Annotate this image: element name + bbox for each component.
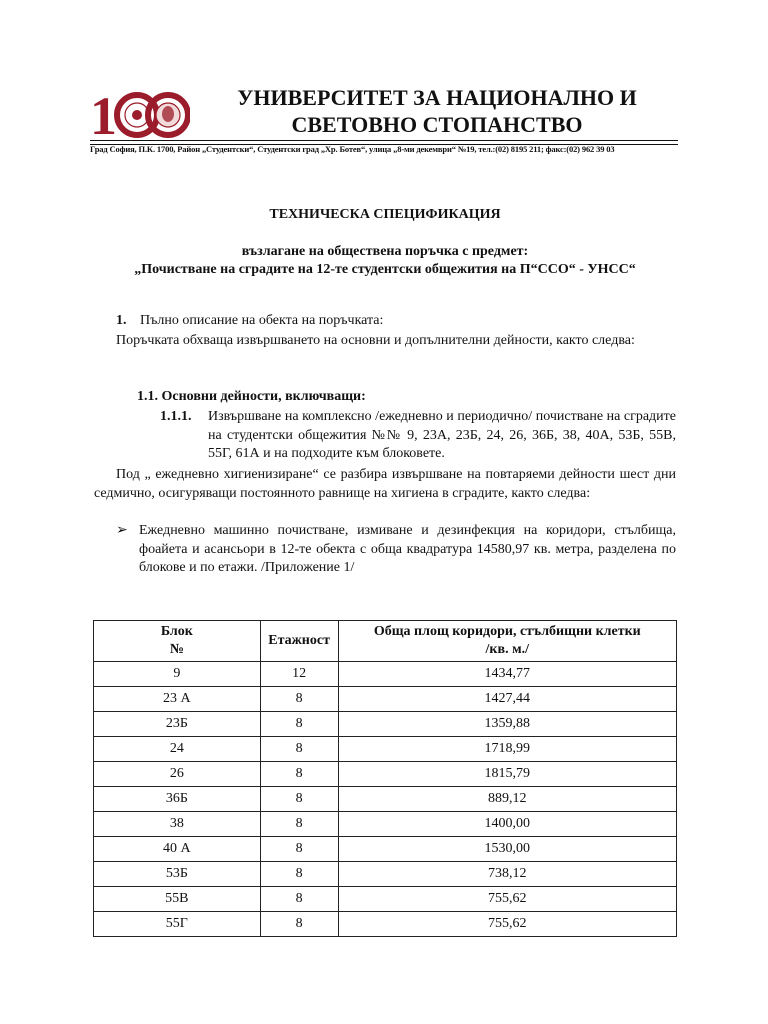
table-row bbox=[94, 762, 677, 787]
cell-block: 40 А bbox=[94, 837, 261, 862]
procurement-subject: „Почистване на сградите на 12-те студентски общежития на П“ССО“ - УНСС“ bbox=[134, 262, 636, 277]
header-block-number-sign: № bbox=[169, 642, 184, 657]
cell-area: 755,62 bbox=[338, 912, 676, 937]
section-1 bbox=[116, 312, 676, 331]
cell-block: 23 А bbox=[94, 687, 261, 712]
cell-floors: 8 bbox=[260, 862, 338, 887]
cell-area: 889,12 bbox=[338, 787, 676, 812]
university-name-line1: УНИВЕРСИТЕТ ЗА НАЦИОНАЛНО И bbox=[237, 85, 637, 110]
header-floors: Етажност bbox=[260, 621, 338, 662]
cell-floors: 8 bbox=[260, 812, 338, 837]
table-row bbox=[94, 812, 677, 837]
cell-block: 55В bbox=[94, 887, 261, 912]
cell-area: 1400,00 bbox=[338, 812, 676, 837]
header-block-label: Блок bbox=[160, 624, 193, 639]
cell-block: 53Б bbox=[94, 862, 261, 887]
cell-block: 23Б bbox=[94, 712, 261, 737]
cell-floors: 8 bbox=[260, 887, 338, 912]
header-rule-thick bbox=[90, 140, 678, 141]
cell-block: 36Б bbox=[94, 787, 261, 812]
cell-area: 1427,44 bbox=[338, 687, 676, 712]
document-subtitle: възлагане на обществена поръчка с предмет: bbox=[241, 244, 529, 259]
cell-floors: 8 bbox=[260, 737, 338, 762]
cell-area: 1359,88 bbox=[338, 712, 676, 737]
bullet-item: Ежедневно машинно почистване, измиване и дезинфекция на коридори, стълбища, фоайета и асансьори в 12-те обекта с обща квадратура 14580,97 кв. метра, разделена по блокове и по етажи. /Приложение 1/ bbox=[139, 523, 676, 575]
university-name-line2: СВЕТОВНО СТОПАНСТВО bbox=[291, 112, 583, 137]
university-logo bbox=[90, 84, 190, 140]
cell-area: 1718,99 bbox=[338, 737, 676, 762]
section-1-1-heading: 1.1. Основни дейности, включващи: bbox=[137, 389, 366, 404]
cell-floors: 8 bbox=[260, 687, 338, 712]
section-1-number: 1. bbox=[116, 313, 127, 328]
cell-block: 26 bbox=[94, 762, 261, 787]
paragraph-daily-cleaning: Под „ ежедневно хигиенизиране“ се разбира извършване на повтаряеми дейности шест дни седмично, осигуряващи постоянното равнище на хигиена в сградите, както следва: bbox=[94, 467, 676, 501]
cell-floors: 8 bbox=[260, 787, 338, 812]
section-1-1-1-text: Извършване на комплексно /ежедневно и периодично/ почистване на сградите на студентски общежития №№ 9, 23А, 23Б, 24, 26, 36Б, 38, 40А, 53Б, 55В, 55Г, 61А и на подходите към блоковете. bbox=[208, 409, 676, 461]
table-row bbox=[94, 887, 677, 912]
section-1-1-1-number: 1.1.1. bbox=[160, 409, 192, 424]
cell-block: 55Г bbox=[94, 912, 261, 937]
header-area-unit: /кв. м./ bbox=[485, 642, 529, 657]
table-row bbox=[94, 712, 677, 737]
paragraph-scope: Поръчката обхваща извършването на основни и допълнителни дейности, както следва: bbox=[116, 333, 635, 348]
cell-floors: 8 bbox=[260, 762, 338, 787]
header-block bbox=[94, 621, 261, 662]
table-row bbox=[94, 662, 677, 687]
cell-floors: 8 bbox=[260, 912, 338, 937]
university-address: Град София, П.К. 1700, Район „Студентски“, Студентски град „Хр. Ботев“, улица „8-ми декември“ №19, тел.:(02) 8195 211; факс:(02) 962 39 03 bbox=[90, 144, 615, 154]
header-area bbox=[338, 621, 676, 662]
table-row bbox=[94, 837, 677, 862]
table-row bbox=[94, 687, 677, 712]
table-row bbox=[94, 862, 677, 887]
cell-block: 9 bbox=[94, 662, 261, 687]
cell-area: 738,12 bbox=[338, 862, 676, 887]
cell-floors: 8 bbox=[260, 837, 338, 862]
cell-area: 1815,79 bbox=[338, 762, 676, 787]
cell-floors: 8 bbox=[260, 712, 338, 737]
cell-area: 755,62 bbox=[338, 887, 676, 912]
document-title: ТЕХНИЧЕСКА СПЕЦИФИКАЦИЯ bbox=[269, 207, 501, 222]
arrow-bullet-icon: ➢ bbox=[116, 523, 128, 538]
header-area-label: Обща площ коридори, стълбищни клетки bbox=[373, 624, 641, 639]
blocks-area-table bbox=[93, 620, 677, 937]
cell-floors: 12 bbox=[260, 662, 338, 687]
table-row bbox=[94, 912, 677, 937]
svg-text:1: 1 bbox=[90, 86, 117, 140]
university-name bbox=[200, 84, 674, 138]
cell-area: 1530,00 bbox=[338, 837, 676, 862]
table-header-row bbox=[94, 621, 677, 662]
cell-block: 38 bbox=[94, 812, 261, 837]
table-row bbox=[94, 787, 677, 812]
table-row bbox=[94, 737, 677, 762]
cell-area: 1434,77 bbox=[338, 662, 676, 687]
cell-block: 24 bbox=[94, 737, 261, 762]
section-1-text: Пълно описание на обекта на поръчката: bbox=[140, 313, 384, 328]
